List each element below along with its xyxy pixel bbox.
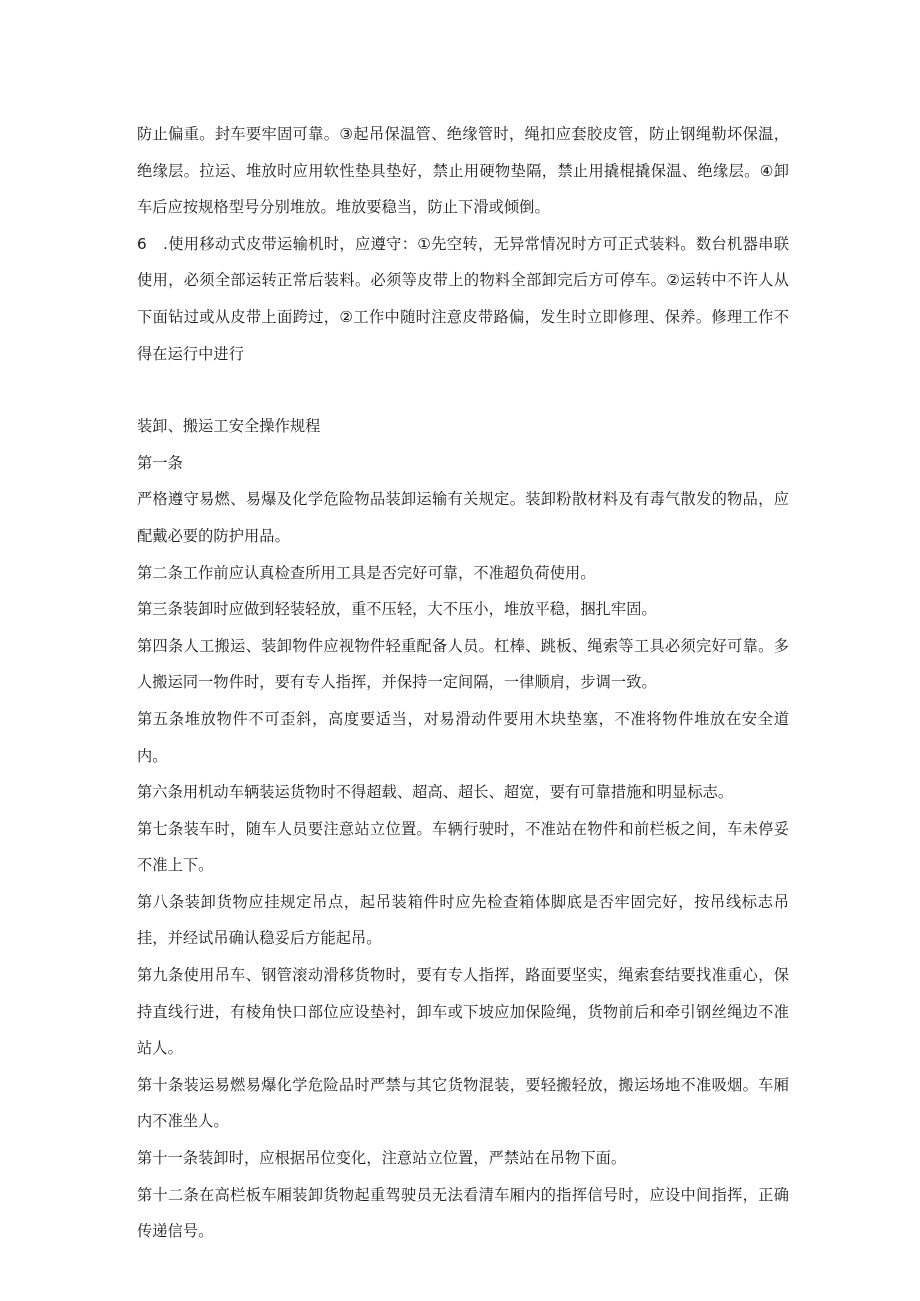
first-article-label: 第一条 [137,453,183,472]
section-title: 装卸、搬运工安全操作规程 [137,417,321,436]
article-2: 第二条工作前应认真检查所用工具是否完好可靠，不准超负荷使用。 [137,563,596,582]
article-8: 第八条装卸货物应挂规定吊点，起吊装箱件时应先检查箱体脚底是否牢固完好，按吊线标志吊挂，并经试吊确认稳妥后方能起吊。 [137,892,789,948]
article-6: 第六条用机动车辆装运货物时不得超载、超高、超长、超宽，要有可靠措施和明显标志。 [137,783,734,802]
article-12: 第十二条在高栏板车厢装卸货物起重驾驶员无法看清车厢内的指挥信号时，应设中间指挥，正确传递信号。 [137,1185,789,1241]
article-10: 第十条装运易燃易爆化学危险品时严禁与其它货物混装，要轻搬轻放，搬运场地不准吸烟。车厢内不准坐人。 [137,1075,789,1131]
article-7: 第七条装车时，随车人员要注意站立位置。车辆行驶时，不准站在物件和前栏板之间，车未停妥不准上下。 [137,819,789,875]
article-1-text: 严格遵守易燃、易爆及化学危险物品装卸运输有关规定。装卸粉散材料及有毒气散发的物品，应配戴必要的防护用品。 [137,490,789,545]
article-5: 第五条堆放物件不可歪斜，高度要适当，对易滑动件要用木块垫塞，不准将物件堆放在安全道内。 [137,709,789,765]
item-6-paragraph [137,226,789,372]
intro-paragraph: 防止偏重。封车要牢固可靠。③起吊保温管、绝缘管时，绳扣应套胶皮管，防止钢绳勒坏保温，绝缘层。拉运、堆放时应用软性垫具垫好，禁止用硬物垫隔，禁止用撬棍撬保温、绝缘层。④卸车后应按规格型号分别堆放。堆放要稳当，防止下滑或倾倒。 [137,125,789,217]
document-body [137,116,789,1250]
item-6-text: .使用移动式皮带运输机时，应遵守：①先空转，无异常情况时方可正式装料。数台机器串联使用，必须全部运转正常后装料。必须等皮带上的物料全部卸完后方可停车。②运转中不许人从下面钻过或从皮带上面跨过，②工作中随时注意皮带路偏，发生时立即修理、保养。修理工作不得在运行中进行 [137,234,789,363]
item-6-number: 6 [137,234,147,253]
section-gap [137,372,789,408]
article-3: 第三条装卸时应做到轻装轻放，重不压轻，大不压小，堆放平稳，捆扎牢固。 [137,600,657,619]
article-4: 第四条人工搬运、装卸物件应视物件轻重配备人员。杠棒、跳板、绳索等工具必须完好可靠。多人搬运同一物件时，要有专人指挥，并保持一定间隔，一律顺肩，步调一致。 [137,636,789,692]
article-11: 第十一条装卸时，应根据吊位变化，注意站立位置，严禁站在吊物下面。 [137,1149,627,1168]
article-9: 第九条使用吊车、钢管滚动滑移货物时，要有专人指挥，路面要坚实，绳索套结要找准重心，保持直线行进，有棱角快口部位应设垫衬，卸车或下坡应加保险绳，货物前后和牵引钢丝绳边不准站人。 [137,966,789,1058]
